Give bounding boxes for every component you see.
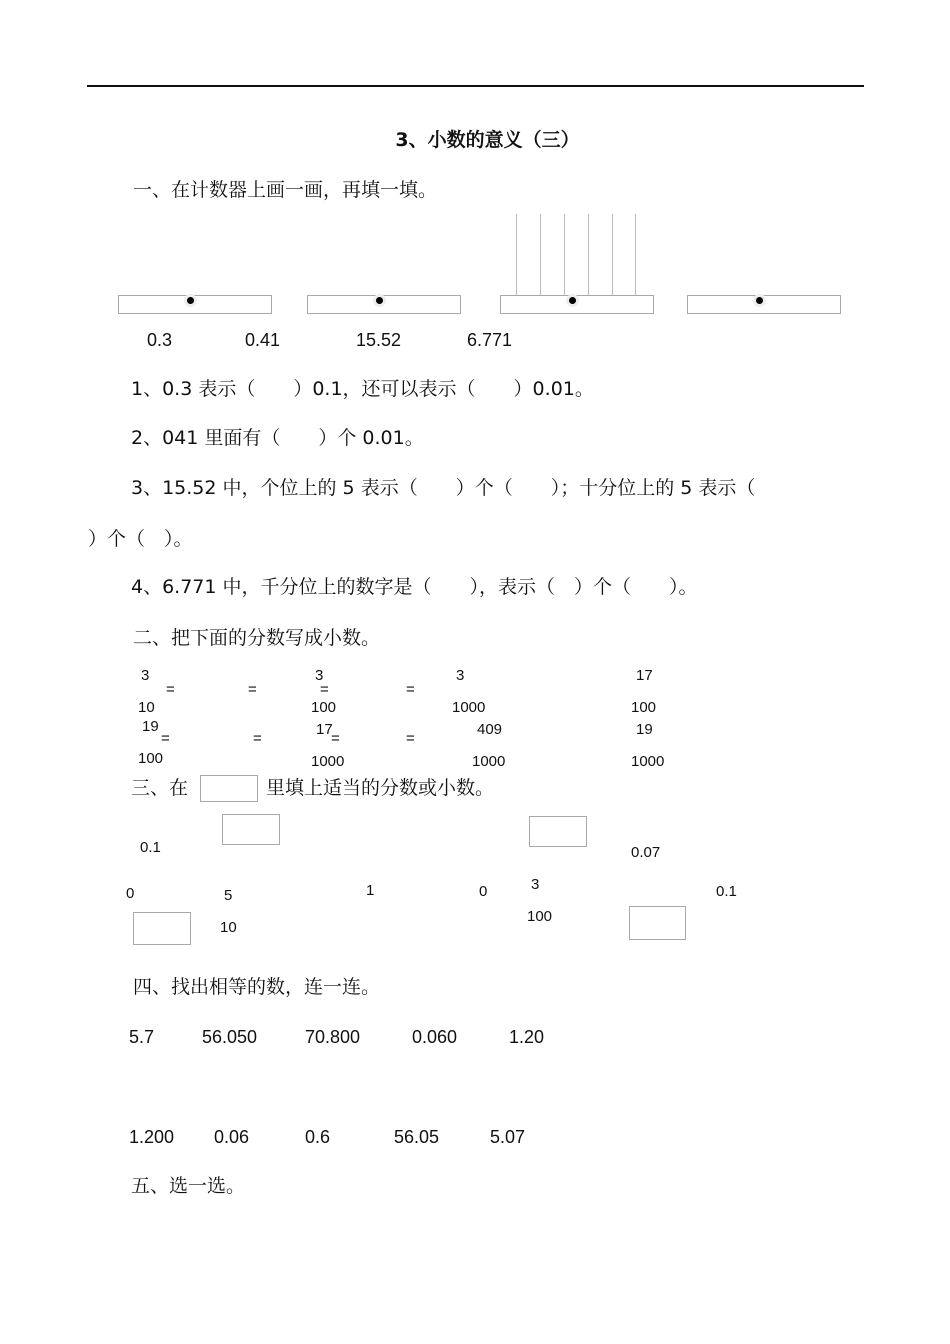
number-line-label: 10	[220, 919, 237, 936]
section3-heading-cont: 里填上适当的分数或小数。	[266, 777, 495, 799]
abacus-number: 15.52	[356, 330, 402, 350]
abacus-base[interactable]	[118, 295, 272, 314]
abacus-number: 0.3	[147, 330, 173, 350]
question-3: 3、15.52 中，个位上的 5 表示（ ）个（ ）；十分位上的 5 表示（	[131, 477, 756, 499]
number-line-label: 0	[479, 883, 488, 900]
number-line-label: 1	[366, 882, 375, 899]
number-line-label: 0	[126, 885, 135, 902]
abacus-base[interactable]	[500, 295, 654, 314]
page-title: 3、小数的意义（三）	[395, 129, 580, 151]
abacus-number: 6.771	[467, 330, 513, 350]
denominator: 100	[631, 699, 657, 716]
match-number-bottom[interactable]: 56.05	[394, 1127, 440, 1147]
decimal-point	[187, 297, 194, 304]
abacus-rod	[635, 214, 636, 296]
number-line-label: 3	[531, 876, 540, 893]
answer-box[interactable]	[529, 816, 587, 847]
denominator: 1000	[452, 699, 486, 716]
abacus-number: 0.41	[245, 330, 281, 350]
equals-sign: =	[161, 730, 170, 747]
numerator: 17	[636, 667, 653, 684]
numerator: 3	[141, 667, 150, 684]
number-line-label: 100	[527, 908, 553, 925]
match-number-top[interactable]: 70.800	[305, 1027, 361, 1047]
numerator: 17	[316, 721, 333, 738]
number-line-label: 5	[224, 887, 233, 904]
answer-box[interactable]	[222, 814, 280, 845]
match-number-top[interactable]: 5.7	[129, 1027, 155, 1047]
decimal-point	[756, 297, 763, 304]
denominator: 1000	[631, 753, 665, 770]
answer-box[interactable]	[133, 912, 191, 945]
match-number-top[interactable]: 56.050	[202, 1027, 258, 1047]
number-line-label: 0.1	[716, 883, 737, 900]
section3-heading: 三、在	[131, 777, 189, 799]
abacus-rod	[564, 214, 565, 296]
denominator: 100	[311, 699, 337, 716]
numerator: 409	[477, 721, 503, 738]
match-number-bottom[interactable]: 1.200	[129, 1127, 175, 1147]
equals-sign: =	[406, 681, 415, 698]
equals-sign: =	[248, 681, 257, 698]
match-number-top[interactable]: 0.060	[412, 1027, 458, 1047]
denominator: 1000	[472, 753, 506, 770]
equals-sign: =	[406, 730, 415, 747]
header-rule	[87, 85, 864, 87]
match-number-bottom[interactable]: 5.07	[490, 1127, 526, 1147]
section1-heading: 一、在计数器上画一画，再填一填。	[133, 179, 438, 201]
section5-heading: 五、选一选。	[131, 1175, 246, 1197]
numerator: 19	[142, 718, 159, 735]
section4-heading: 四、找出相等的数，连一连。	[133, 976, 381, 998]
question-4: 4、6.771 中，千分位上的数字是（ ），表示（ ）个（ ）。	[131, 576, 698, 598]
denominator: 10	[138, 699, 155, 716]
number-line-label: 0.07	[631, 844, 661, 861]
match-number-bottom[interactable]: 0.06	[214, 1127, 250, 1147]
question-2: 2、041 里面有（ ）个 0.01。	[131, 427, 424, 449]
question-1: 1、0.3 表示（ ）0.1，还可以表示（ ）0.01。	[131, 378, 594, 400]
question-3-cont: ）个（ ）。	[88, 528, 193, 550]
equals-sign: =	[320, 681, 329, 698]
denominator: 100	[138, 750, 164, 767]
match-number-bottom[interactable]: 0.6	[305, 1127, 331, 1147]
numerator: 3	[315, 667, 324, 684]
answer-box-sample	[200, 775, 258, 802]
abacus-base[interactable]	[687, 295, 841, 314]
number-line-label: 0.1	[140, 839, 161, 856]
section2-heading: 二、把下面的分数写成小数。	[133, 627, 381, 649]
decimal-point	[376, 297, 383, 304]
numerator: 3	[456, 667, 465, 684]
abacus-rod	[540, 214, 541, 296]
decimal-point	[569, 297, 576, 304]
equals-sign: =	[331, 730, 340, 747]
answer-box[interactable]	[629, 906, 686, 940]
abacus-rod	[588, 214, 589, 296]
match-number-top[interactable]: 1.20	[509, 1027, 545, 1047]
abacus-base[interactable]	[307, 295, 461, 314]
numerator: 19	[636, 721, 653, 738]
equals-sign: =	[166, 681, 175, 698]
denominator: 1000	[311, 753, 345, 770]
equals-sign: =	[253, 730, 262, 747]
abacus-rod	[516, 214, 517, 296]
abacus-rod	[612, 214, 613, 296]
